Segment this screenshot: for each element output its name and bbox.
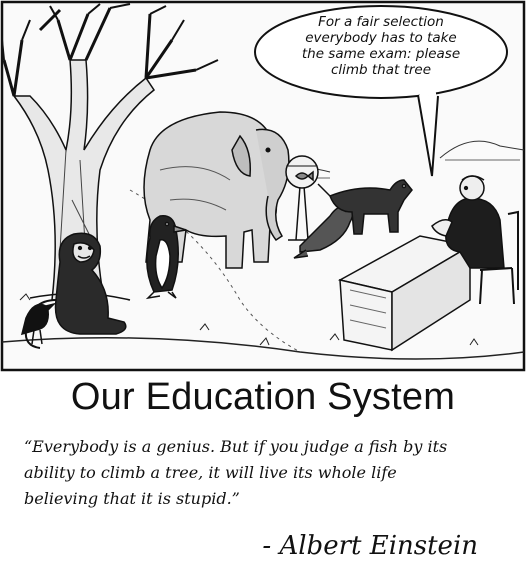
page-title: Our Education System: [70, 376, 456, 418]
quote-line: believing that it is stupid.”: [24, 489, 240, 508]
speech-line: everybody has to take: [305, 30, 457, 46]
quote-line: “Everybody is a genius. But if you judge a fish by its: [24, 437, 448, 456]
quote-author: - Albert Einstein: [262, 531, 478, 561]
fish-icon: [296, 172, 313, 180]
speech-bubble-text: [282, 14, 480, 78]
speech-line: For a fair selection: [318, 14, 444, 30]
quote: [24, 434, 504, 512]
speech-line: the same exam: please: [301, 46, 461, 62]
speech-line: climb that tree: [330, 62, 432, 78]
quote-line: ability to climb a tree, it will live its whole life: [24, 463, 397, 482]
